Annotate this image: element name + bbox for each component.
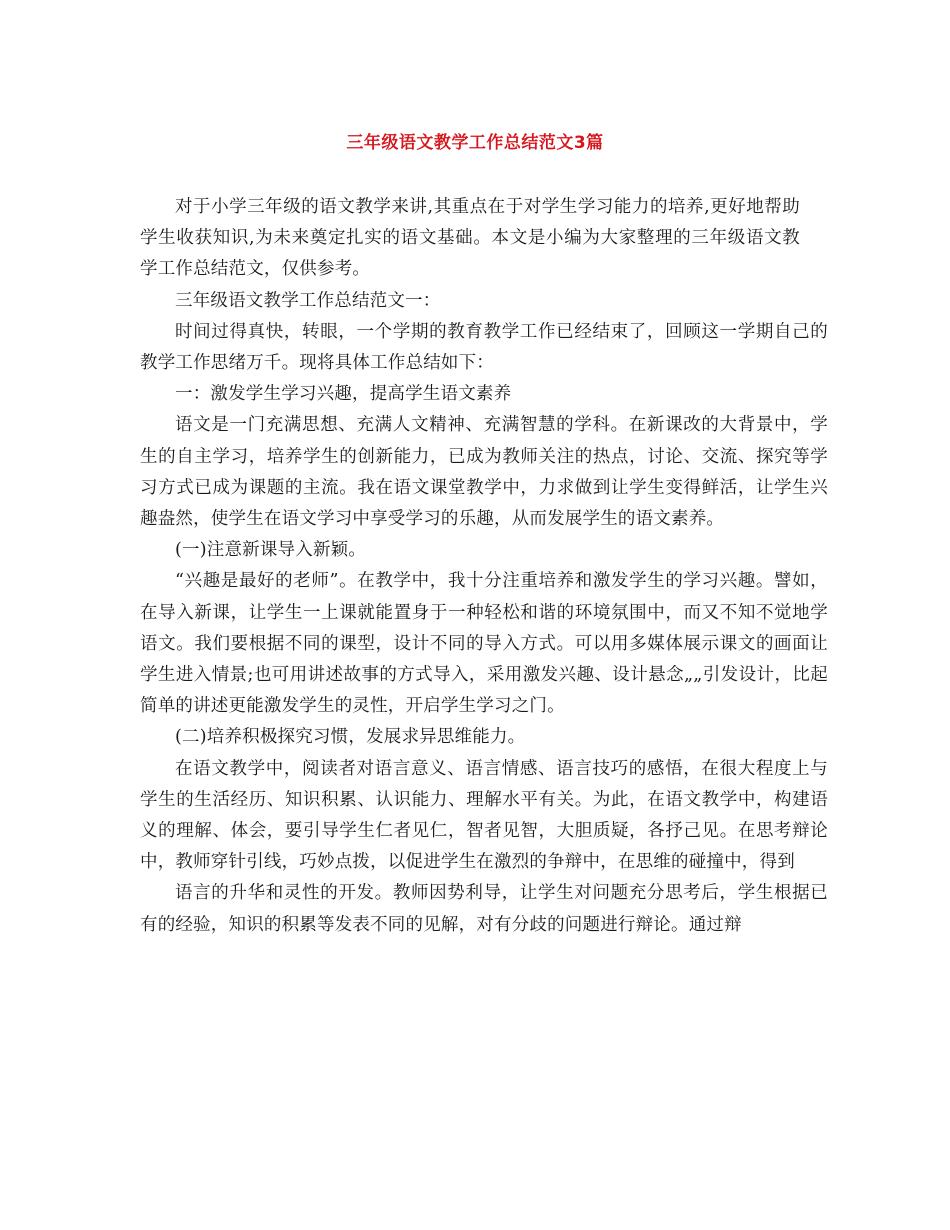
paragraph-subheading-one: (一)注意新课导入新颖。 [175,540,367,561]
paragraph-intro: 对于小学三年级的语文教学来讲,其重点在于对学生学习能力的培养,更好地帮助学生收获知识,为未来奠定扎实的语文基础。本文是小编为大家整理的三年级语文教学工作总结范文，仅供参考。 [140,197,800,280]
paragraph-body: 语言的升华和灵性的开发。教师因势利导，让学生对问题充分思考后，学生根据已有的经验，知识的积累等发表不同的见解，对有分歧的问题进行辩论。通过辩 [140,883,828,935]
paragraph-subheading-two: (二)培养积极探究习惯，发展求异思维能力。 [175,727,526,748]
paragraph-body: “兴趣是最好的老师”。在教学中，我十分注重培养和激发学生的学习兴趣。譬如，在导入新课，让学生一上课就能置身于一种轻松和谐的环境氛围中，而又不知不觉地学语文。我们要根据不同的课型，设计不同的导入方式。可以用多媒体展示课文的画面让学生进入情景;也可用讲述故事的方式导入，采用激发兴趣、设计悬念„„引发设计，比起简单的讲述更能激发学生的灵性，开启学生学习之门。 [140,571,828,717]
document-body [140,192,828,941]
paragraph-body: 在语文教学中，阅读者对语言意义、语言情感、语言技巧的感悟，在很大程度上与学生的生活经历、知识积累、认识能力、理解水平有关。为此，在语文教学中，构建语义的理解、体会，要引导学生仁者见仁，智者见智，大胆质疑，各抒己见。在思考辩论中，教师穿针引线，巧妙点拨，以促进学生在激烈的争辩中，在思维的碰撞中，得到 [140,758,828,873]
paragraph-opening: 时间过得真快，转眼，一个学期的教育教学工作已经结束了，回顾这一学期自己的教学工作思绪万千。现将具体工作总结如下： [140,321,828,374]
paragraph-body: 语文是一门充满思想、充满人文精神、充满智慧的学科。在新课改的大背景中，学生的自主学习，培养学生的创新能力，已成为教师关注的热点，讨论、交流、探究等学习方式已成为课题的主流。我在语文课堂教学中，力求做到让学生变得鲜活，让学生兴趣盎然，使学生在语文学习中享受学习的乐趣，从而发展学生的语文素养。 [140,415,828,530]
paragraph-heading-one: 一：激发学生学习兴趣，提高学生语文素养 [175,384,512,405]
document-title: 三年级语文教学工作总结范文3篇 [346,133,604,153]
paragraph-section-heading: 三年级语文教学工作总结范文一： [175,290,441,311]
